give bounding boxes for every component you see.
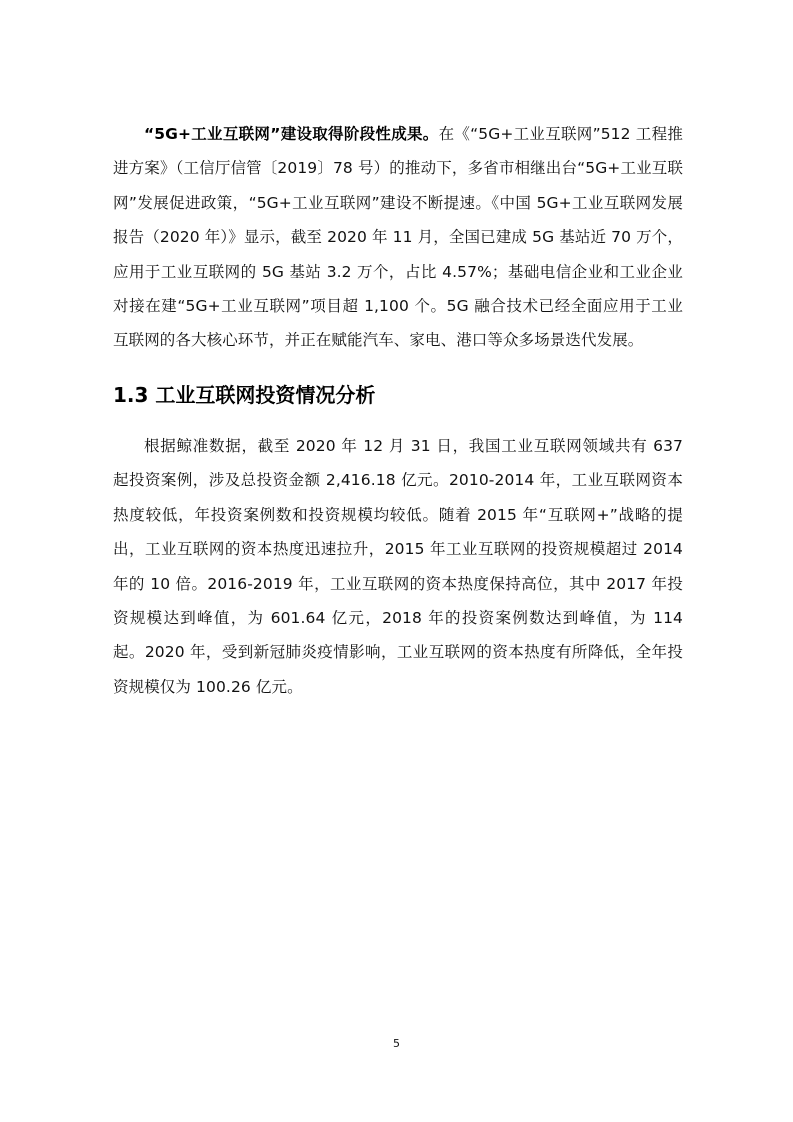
- paragraph-5g-industrial-internet: [113, 117, 683, 358]
- page-number: 5: [393, 1037, 400, 1050]
- paragraph-body: 在《“5G+工业互联网”512 工程推进方案》（工信厅信管〔2019〕78 号）的推动下，多省市相继出台“5G+工业互联网”发展促进政策，“5G+工业互联网”建设不断提速。《中国 5G+工业互联网发展报告（2020 年）》显示，截至 2020 年 11 月，全国已建成 5G 基站近 70 万个，应用于工业互联网的 5G 基站 3.2 万个，占比 4.57%；基础电信企业和工业企业对接在建“5G+工业互联网”项目超 1,100 个。5G 融合技术已经全面应用于工业互联网的各大核心环节，并正在赋能汽车、家电、港口等众多场景迭代发展。: [113, 125, 683, 350]
- paragraph-lead-bold: “5G+工业互联网”建设取得阶段性成果。: [144, 125, 439, 143]
- section-heading: 1.3 工业互联网投资情况分析: [113, 383, 376, 407]
- paragraph-investment-analysis: 根据鲸准数据，截至 2020 年 12 月 31 日，我国工业互联网领域共有 637 起投资案例，涉及总投资金额 2,416.18 亿元。2010-2014 年，工业互联网资本热度较低，年投资案例数和投资规模均较低。随着 2015 年“互联网+”战略的提出，工业互联网的资本热度迅速拉升，2015 年工业互联网的投资规模超过 2014 年的 10 倍。2016-2019 年，工业互联网的资本热度保持高位，其中 2017 年投资规模达到峰值，为 601.64 亿元，2018 年的投资案例数达到峰值，为 114 起。2020 年，受到新冠肺炎疫情影响，工业互联网的资本热度有所降低，全年投资规模仅为 100.26 亿元。: [113, 437, 683, 696]
